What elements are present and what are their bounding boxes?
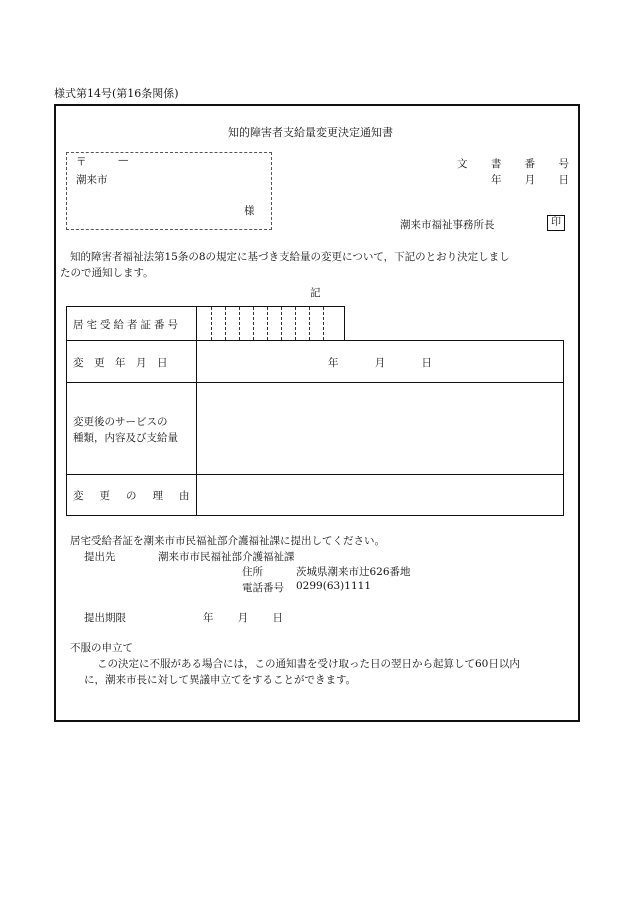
issue-date-label xyxy=(491,172,569,187)
table-line xyxy=(196,306,197,515)
submit-instruction: 居宅受給者証を潮来市市民福祉部介護福祉課に提出してください。 xyxy=(70,535,385,547)
seal-mark: 印 xyxy=(547,215,565,231)
table-line xyxy=(66,474,564,475)
change-date-value xyxy=(328,355,432,370)
submit-address-value: 茨城県潮来市辻626番地 xyxy=(296,566,411,578)
table-line xyxy=(66,515,564,516)
cert-number-label: 居宅受給者証番号 xyxy=(73,319,181,331)
submit-address-label: 住所 xyxy=(242,566,263,578)
appeal-line-1: この決定に不服がある場合には，この通知書を受け取った日の翌日から起算して60日以内 xyxy=(97,658,520,670)
service-label-line-1: 変更後のサービスの xyxy=(73,416,168,428)
doc-number-char: 文 xyxy=(457,158,468,170)
doc-number-label xyxy=(457,156,569,171)
table-line xyxy=(563,340,564,515)
digit-separator xyxy=(225,307,226,340)
change-date-month: 月 xyxy=(374,357,386,369)
form-ref: 様式第14号(第16条関係) xyxy=(54,87,179,100)
issuer-name: 潮来市福祉事務所長 xyxy=(400,219,495,231)
ki-mark: 記 xyxy=(310,287,321,299)
submit-dest-value: 潮来市市民福祉部介護福祉課 xyxy=(158,551,295,563)
recipient-city: 潮来市 xyxy=(76,174,108,186)
body-text-line-2: たので通知します。 xyxy=(60,267,154,279)
change-date-label: 変更年月日 xyxy=(73,357,178,369)
table-line xyxy=(66,306,67,515)
appeal-line-2: に，潮来市長に対して異議申立てをすることができます。 xyxy=(84,674,357,686)
submit-phone-label: 電話番号 xyxy=(242,582,284,594)
digit-separator xyxy=(309,307,310,340)
digit-separator xyxy=(323,307,324,340)
deadline-year: 年 xyxy=(203,612,214,624)
postal-dash: — xyxy=(118,154,129,166)
table-line xyxy=(66,382,564,383)
document-title: 知的障害者支給量変更決定通知書 xyxy=(228,126,393,139)
address-box xyxy=(66,152,272,230)
table-line xyxy=(344,306,345,340)
deadline-day: 日 xyxy=(272,612,283,624)
table-line xyxy=(66,340,564,341)
body-text-line-1: 知的障害者福祉法第15条の8の規定に基づき支給量の変更について，下記のとおり決定しまし xyxy=(70,251,510,263)
digit-separator xyxy=(267,307,268,340)
change-date-year: 年 xyxy=(328,357,339,369)
deadline-units xyxy=(203,610,283,625)
submit-phone-value: 0299(63)1111 xyxy=(296,580,371,592)
doc-number-char: 書 xyxy=(490,158,502,170)
digit-separator xyxy=(281,307,282,340)
date-day: 日 xyxy=(558,174,569,186)
deadline-month: 月 xyxy=(237,612,249,624)
digit-separator xyxy=(253,307,254,340)
digit-separator xyxy=(295,307,296,340)
postal-mark: 〒 xyxy=(76,156,87,168)
doc-number-char: 番 xyxy=(524,158,536,170)
service-label-line-2: 種類，内容及び支給量 xyxy=(73,432,178,444)
deadline-label: 提出期限 xyxy=(84,612,126,624)
date-year: 年 xyxy=(491,174,502,186)
date-month: 月 xyxy=(524,174,536,186)
change-date-day: 日 xyxy=(421,357,432,369)
digit-separator xyxy=(211,307,212,340)
appeal-heading: 不服の申立て xyxy=(70,642,133,654)
recipient-honorific: 様 xyxy=(244,205,255,217)
submit-dest-label: 提出先 xyxy=(84,551,116,563)
reason-label: 変更の理由 xyxy=(73,490,206,502)
doc-number-char: 号 xyxy=(558,158,569,170)
digit-separator xyxy=(239,307,240,340)
table-line xyxy=(66,306,344,307)
